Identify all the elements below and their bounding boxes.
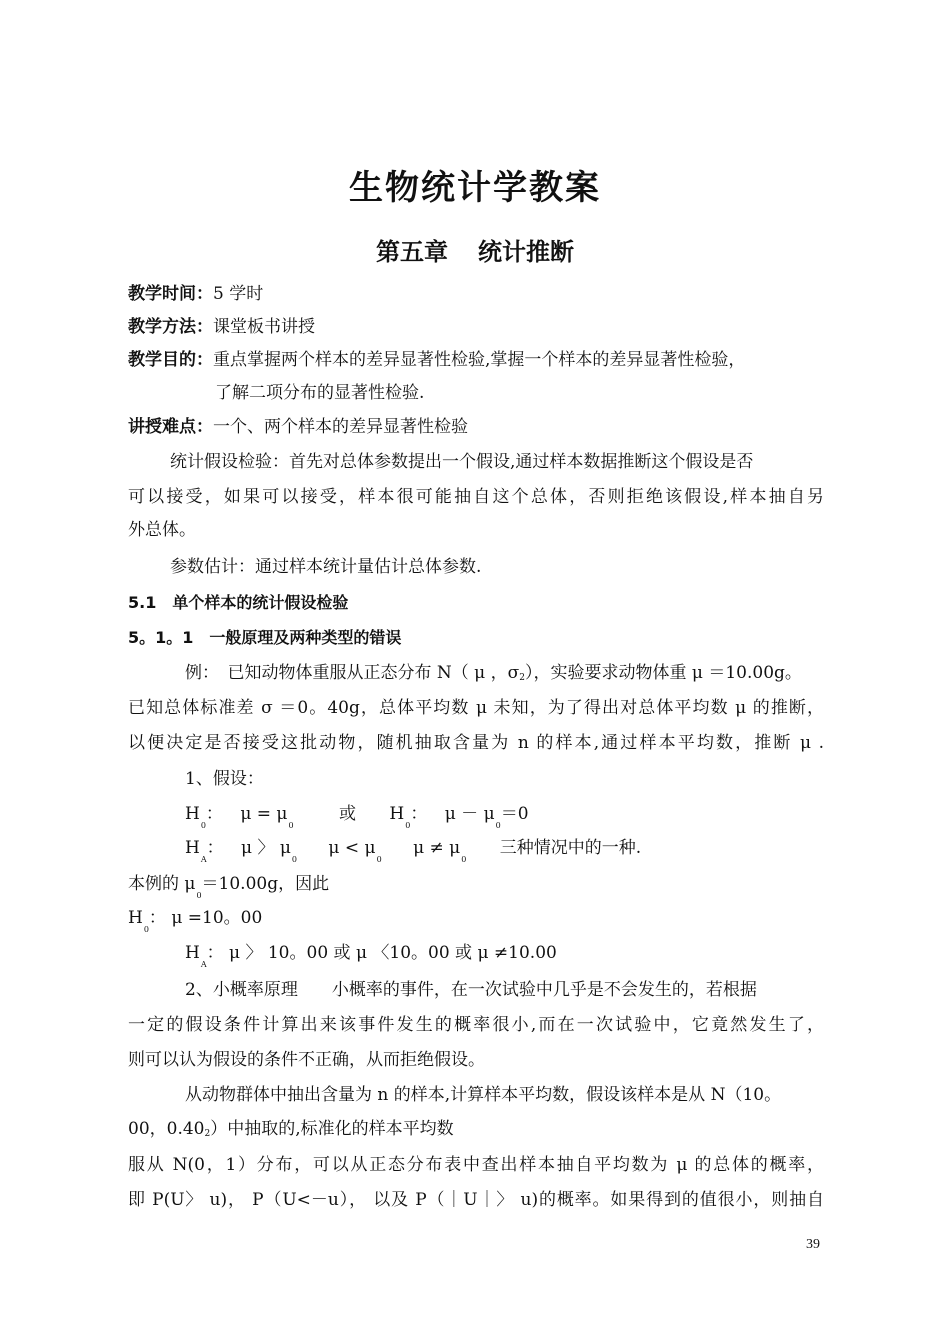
principle-line5 — [128, 1117, 454, 1144]
example-line2: 已知总体标准差 σ ＝0。40g，总体平均数 μ 未知，为了得出对总体平均数 μ 的推断， — [128, 698, 824, 718]
example-line3: 以便决定是否接受这批动物，随机抽取含量为 n 的样本,通过样本平均数，推断 μ . — [128, 733, 824, 753]
teaching-difficulty-label: 讲授难点： — [128, 417, 213, 437]
ha-case-sub: A — [200, 960, 207, 969]
teaching-method — [128, 315, 315, 339]
h0-case-sub: 0 — [143, 925, 149, 934]
ha-line — [185, 836, 641, 863]
principle-line1: 2、小概率原理 小概率的事件，在一次试验中几乎是不会发生的，若根据 — [185, 980, 757, 1000]
h0-case-symbol: H — [128, 908, 143, 928]
hypothesis-def-line1: 统计假设检验：首先对总体参数提出一个假设,通过样本数据推断这个假设是否 — [170, 452, 754, 472]
hypothesis-def-line3: 外总体。 — [128, 520, 196, 540]
ha-note: 三种情况中的一种. — [499, 838, 642, 858]
hypothesis-def-line2: 可以接受，如果可以接受，样本很可能抽自这个总体，否则拒绝该假设,样本抽自另 — [128, 487, 824, 507]
example-mu-a: 本例的 μ — [128, 874, 196, 894]
teaching-difficulty-value: 一个、两个样本的差异显著性检验 — [213, 417, 468, 437]
ha-colon: ： — [206, 838, 224, 858]
h0-line — [185, 802, 529, 829]
document-title: 生物统计学教案 — [349, 168, 601, 208]
h0-diff-sub: 0 — [495, 821, 501, 830]
ha-case-value: ： μ 〉 10。00 或 μ 〈10。00 或 μ ≠10.00 — [206, 943, 557, 963]
teaching-time-label: 教学时间： — [128, 284, 213, 304]
h0-or: 或 — [338, 804, 356, 824]
example-mu-b: ＝10.00g，因此 — [201, 874, 330, 894]
h0-symbol-2: H — [389, 804, 405, 824]
teaching-difficulty — [128, 415, 468, 439]
chapter-heading — [0, 232, 950, 267]
principle-line7: 即 P(U〉 u)， P（U<－u）， 以及 P（｜U｜〉 u)的概率。如果得到的值很小，则抽自 — [128, 1190, 824, 1210]
h0-diff-end: ＝0 — [500, 804, 529, 824]
example-line1 — [185, 661, 802, 688]
ha-less-sub: 0 — [376, 855, 382, 864]
h0-case-value: ： μ =10。00 — [148, 908, 263, 928]
teaching-method-value: 课堂板书讲授 — [213, 317, 315, 337]
principle-line6: 服从 N(0，1）分布，可以从正态分布表中查出样本抽自平均数为 μ 的总体的概率， — [128, 1155, 824, 1175]
teaching-goal — [128, 348, 745, 372]
example-mu-line — [128, 872, 329, 899]
page-number: 39 — [806, 1237, 820, 1252]
h0-case-line — [128, 906, 262, 933]
principle-line3: 则可以认为假设的条件不正确，从而拒绝假设。 — [128, 1050, 485, 1070]
principle-line5-b: ）中抽取的,标准化的样本平均数 — [210, 1119, 454, 1139]
teaching-time — [128, 282, 263, 306]
teaching-method-label: 教学方法： — [128, 317, 213, 337]
h0-equal-sub: 0 — [288, 821, 294, 830]
ha-not-equal-sub: 0 — [461, 855, 467, 864]
principle-line2: 一定的假设条件计算出来该事件发生的概率很小,而在一次试验中，它竟然发生了， — [128, 1015, 824, 1035]
h0-symbol: H — [185, 804, 200, 824]
ha-greater-sub: 0 — [291, 855, 298, 864]
h0-subscript: 0 — [200, 821, 206, 830]
chapter-number: 第五章 — [376, 238, 448, 266]
ha-symbol: H — [185, 838, 200, 858]
ha-subscript: A — [200, 855, 207, 864]
chapter-title: 统计推断 — [478, 238, 574, 266]
ha-case-symbol: H — [185, 943, 200, 963]
h0-diff: μ － μ — [444, 804, 495, 824]
teaching-time-value: 5 学时 — [213, 284, 264, 304]
section-5-1-1-heading: 5。1。1 一般原理及两种类型的错误 — [128, 628, 402, 647]
h0-colon: ： — [205, 804, 223, 824]
principle-line5-a: 00，0.40 — [128, 1119, 205, 1139]
principle-line5-sup: 2 — [204, 1129, 211, 1139]
teaching-goal-label: 教学目的： — [128, 350, 213, 370]
ha-case-line — [185, 941, 557, 968]
example-line1-sup: 2 — [519, 673, 525, 683]
section-5-1-heading: 5.1 单个样本的统计假设检验 — [128, 593, 349, 612]
teaching-goal-line1: 重点掌握两个样本的差异显著性检验,掌握一个样本的差异显著性检验， — [213, 350, 746, 370]
example-line1-b: ），实验要求动物体重 μ ＝10.00g。 — [524, 663, 802, 683]
ha-not-equal: μ ≠ μ — [413, 838, 461, 858]
estimation-def: 参数估计：通过样本统计量估计总体参数. — [170, 557, 482, 577]
h0-equal: μ = μ — [240, 804, 288, 824]
hypothesis-step-title: 1、假设： — [185, 769, 264, 789]
h0-colon-2: ： — [410, 804, 428, 824]
h0-subscript-2: 0 — [405, 821, 411, 830]
ha-less: μ < μ — [328, 838, 376, 858]
example-line1-a: 例： 已知动物体重服从正态分布 N（ μ ，σ — [185, 663, 520, 683]
ha-greater: μ 〉 μ — [241, 838, 291, 858]
example-mu-sub: 0 — [196, 891, 202, 900]
teaching-goal-line2: 了解二项分布的显著性检验. — [215, 383, 425, 403]
principle-line4: 从动物群体中抽出含量为 n 的样本,计算样本平均数，假设该样本是从 N（10。 — [185, 1085, 782, 1105]
